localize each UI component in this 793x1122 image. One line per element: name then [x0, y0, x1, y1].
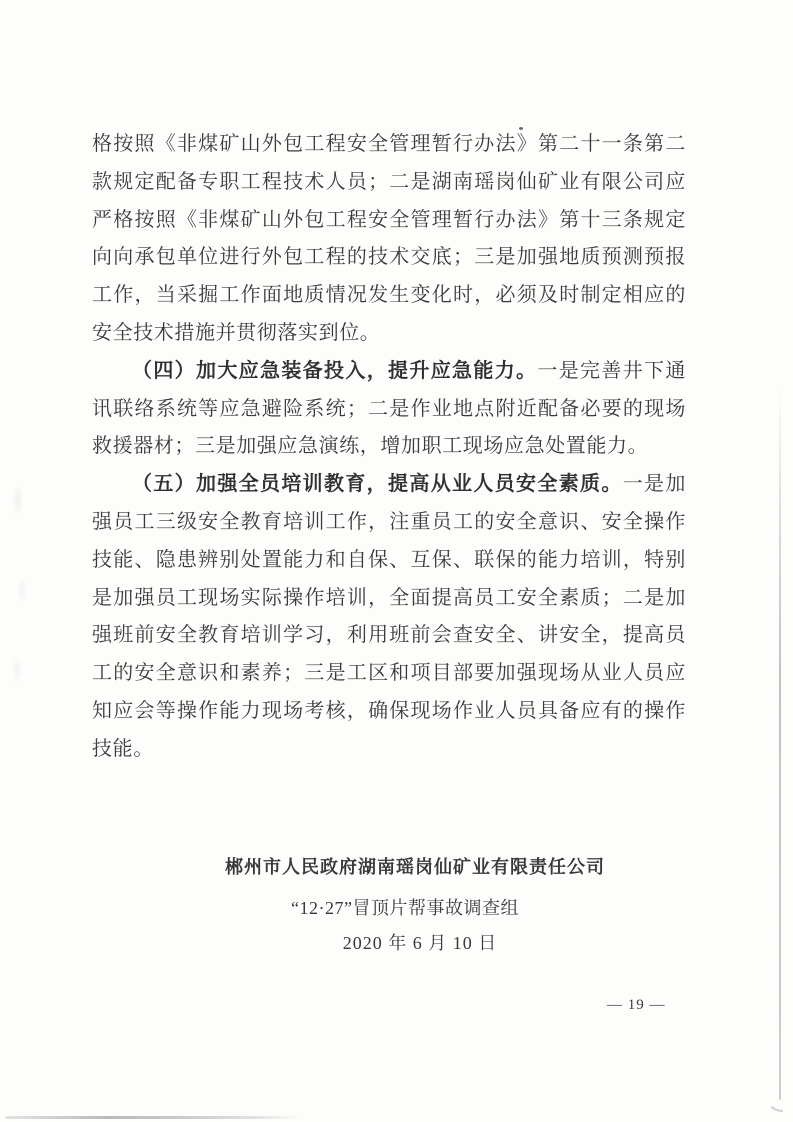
- scan-smudge-left: [8, 470, 30, 700]
- page-number: — 19 —: [607, 997, 666, 1013]
- signature-organization: 郴州市人民政府湖南瑶岗仙矿业有限责任公司: [225, 857, 605, 877]
- body-paragraph-four: [92, 353, 686, 466]
- paragraph-five-lead: （五）加强全员培训教育，提高从业人员安全素质。: [132, 473, 623, 496]
- body-paragraph-continuation: [92, 126, 686, 353]
- paragraph-four-lead: （四）加大应急装备投入，提升应急能力。: [132, 359, 538, 382]
- body-paragraph-five: [92, 466, 686, 768]
- scan-edge-line: [779, 385, 781, 1100]
- body-text-block: [92, 126, 686, 769]
- paragraph-four-text: 一是完善井下通讯联络系统等应急避险系统；二是作业地点附近配备必要的现场救援器材；三是加强应急演练，增加职工现场应急处置能力。: [92, 359, 687, 458]
- signature-date: 2020 年 6 月 10 日: [342, 933, 498, 953]
- signature-investigation-group: “12·27”冒顶片帮事故调查组: [291, 898, 519, 918]
- scan-shadow-bottom: [5, 1116, 300, 1119]
- paragraph-five-text: 一是加强员工三级安全教育培训工作，注重员工的安全意识、安全操作技能、隐患辨别处置能力和自保、互保、联保的能力培训，特别是加强员工现场实际操作培训，全面提高员工安全素质；二是加强班前安全教育培训学习，利用班前会查安全、讲安全，提高员工的安全意识和素养；三是工区和项目部要加强现场从业人员应知应会等操作能力现场考核，确保现场作业人员具备应有的操作技能。: [92, 473, 686, 760]
- scan-edge-curve: [766, 1092, 783, 1112]
- paragraph-text: 格按照《非煤矿山外包工程安全管理暂行办法》第二十一条第二款规定配备专职工程技术人员；二是湖南瑶岗仙矿业有限公司应严格按照《非煤矿山外包工程安全管理暂行办法》第十三条规定向向承包单位进行外包工程的技术交底；三是加强地质预测预报工作，当采掘工作面地质情况发生变化时，必须及时制定相应的安全技术措施并贯彻落实到位。: [92, 133, 686, 344]
